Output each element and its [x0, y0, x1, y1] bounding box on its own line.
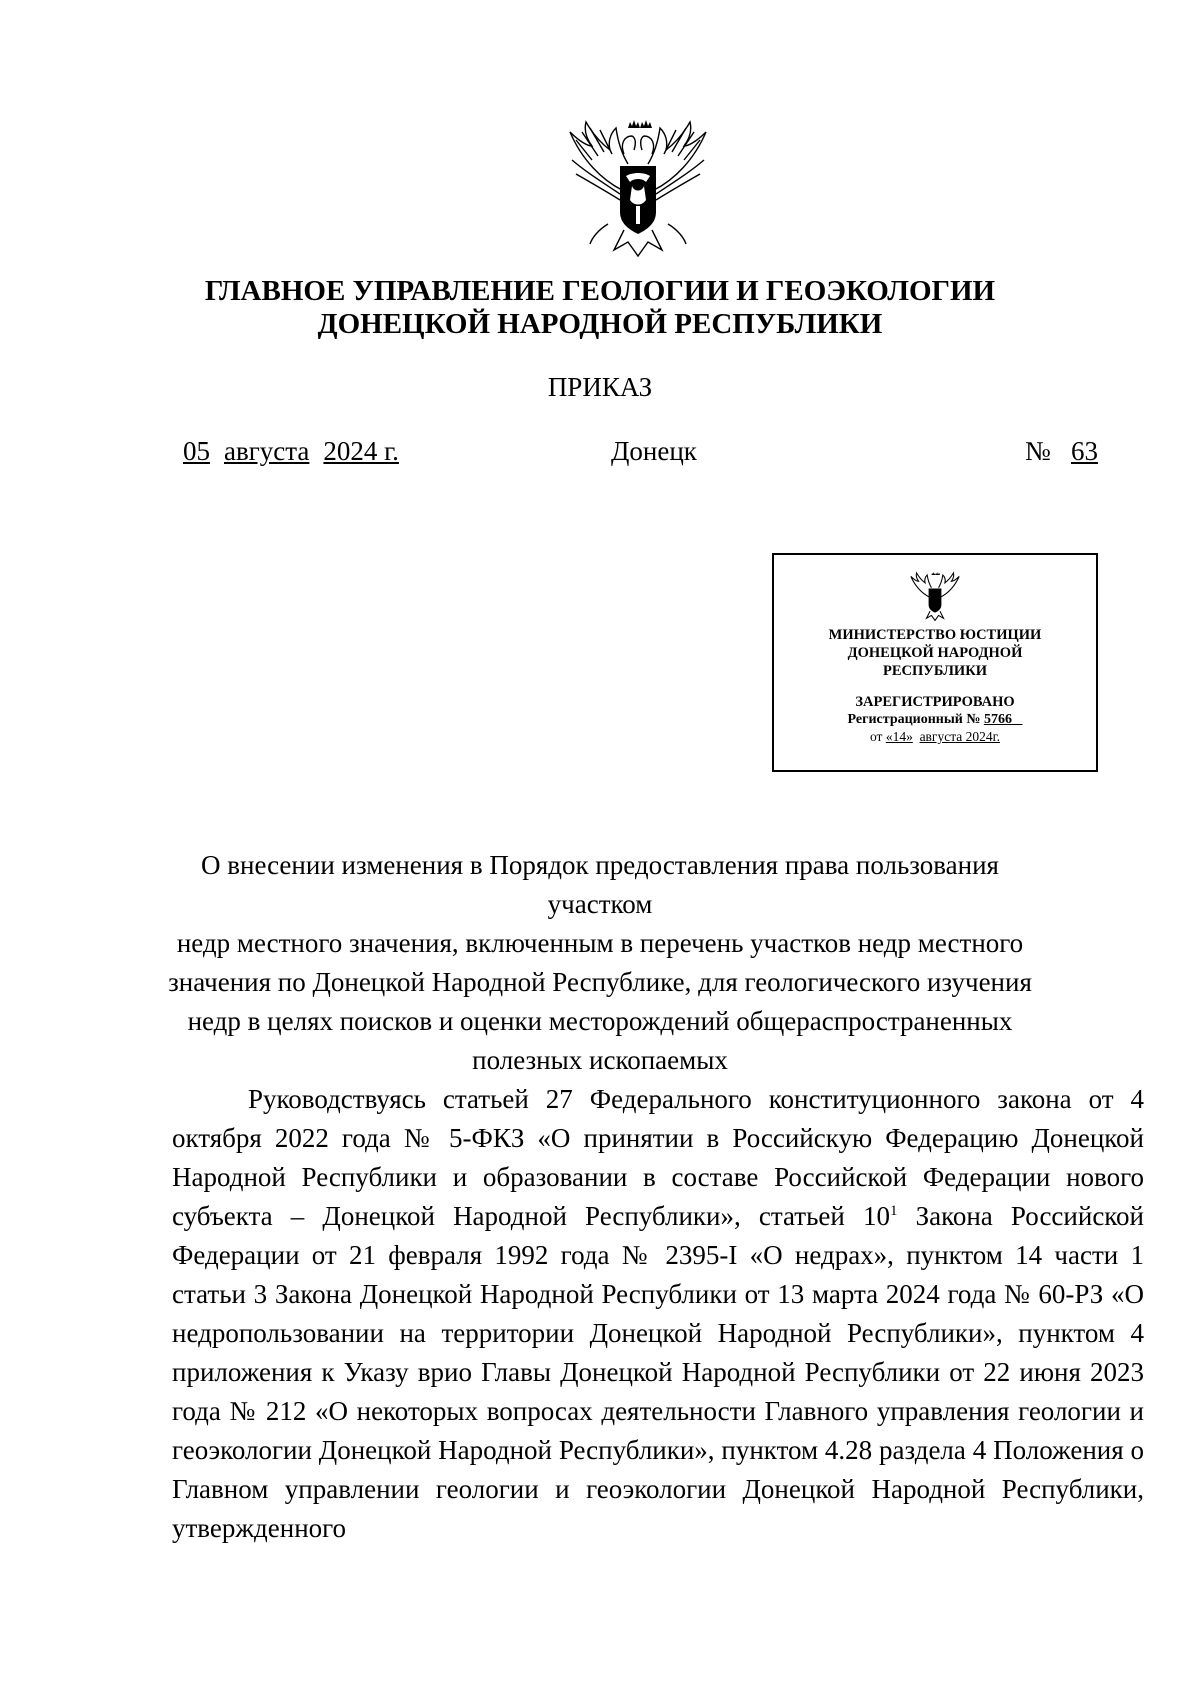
number-value: 63 [1071, 436, 1099, 466]
organization-name-line1: ГЛАВНОЕ УПРАВЛЕНИЕ ГЕОЛОГИИ И ГЕОЭКОЛОГИИ [204, 275, 996, 307]
coat-of-arms-icon [562, 120, 714, 260]
date-year: 2024 г. [323, 436, 399, 466]
document-city: Донецк [611, 436, 697, 466]
date-month: августа [224, 436, 310, 466]
document-title [150, 846, 1050, 1080]
title-line5: полезных ископаемых [472, 1045, 728, 1075]
title-line3: значения по Донецкой Народной Республике, для геологического изучения [168, 967, 1032, 997]
registration-stamp [772, 553, 1098, 772]
stamp-ministry-line2: ДОНЕЦКОЙ НАРОДНОЙ [847, 645, 1023, 661]
stamp-registration-date [774, 728, 1096, 745]
stamp-registered: ЗАРЕГИСТРИРОВАНО [855, 694, 1015, 710]
document-date [183, 436, 399, 467]
title-line1: О внесении изменения в Порядок предоставления права пользования участком [201, 850, 999, 919]
stamp-ministry-line1: МИНИСТЕРСТВО ЮСТИЦИИ [828, 627, 1042, 643]
number-sign: № [1025, 436, 1051, 466]
stamp-from-label: от [869, 729, 883, 744]
organization-name [0, 275, 1200, 341]
document-number [1025, 436, 1098, 467]
stamp-ministry [774, 626, 1096, 680]
stamp-ministry-line3: РЕСПУБЛИКИ [882, 663, 988, 679]
coat-of-arms-icon [908, 571, 962, 623]
stamp-from-month-year: августа 2024г. [919, 729, 1001, 744]
body-text-part1: Руководствуясь статьей 27 Федерального конституционного закона от 4 октября 2022 года № 5-ФКЗ «О принятии в Российскую Федерацию Донецкой Народной Республики и образовании в составе Российской Федерации нового субъекта – Донецкой Народной Республики», статьей 10 [172, 1084, 1144, 1231]
document-type: ПРИКАЗ [547, 372, 653, 402]
stamp-reg-label: Регистрационный № [847, 712, 981, 727]
document-body [172, 1080, 1144, 1548]
date-day: 05 [183, 436, 210, 466]
body-paragraph [172, 1080, 1144, 1548]
title-line4: недр в целях поисков и оценки месторождений общераспространенных [187, 1006, 1013, 1036]
stamp-registration-number [774, 711, 1096, 728]
stamp-reg-value: 5766 [983, 712, 1012, 727]
body-superscript: 1 [889, 1203, 898, 1219]
title-line2: недр местного значения, включенным в перечень участков недр местного [176, 928, 1024, 958]
stamp-from-day: «14» [885, 729, 913, 744]
body-text-part2: Закона Российской Федерации от 21 февраля 1992 года № 2395-I «О недрах», пунктом 14 части 1 статьи 3 Закона Донецкой Народной Республики от 13 марта 2024 года № 60-РЗ «О недропользовании на территории Донецкой Народной Республики», пунктом 4 приложения к Указу врио Главы Донецкой Народной Республики от 22 июня 2023 года № 212 «О некоторых вопросах деятельности Главного управления геологии и геоэкологии Донецкой Народной Республики», пунктом 4.28 раздела 4 Положения о Главном управлении геологии и геоэкологии Донецкой Народной Республики, утвержденного [172, 1201, 1144, 1543]
organization-name-line2: ДОНЕЦКОЙ НАРОДНОЙ РЕСПУБЛИКИ [317, 308, 883, 340]
